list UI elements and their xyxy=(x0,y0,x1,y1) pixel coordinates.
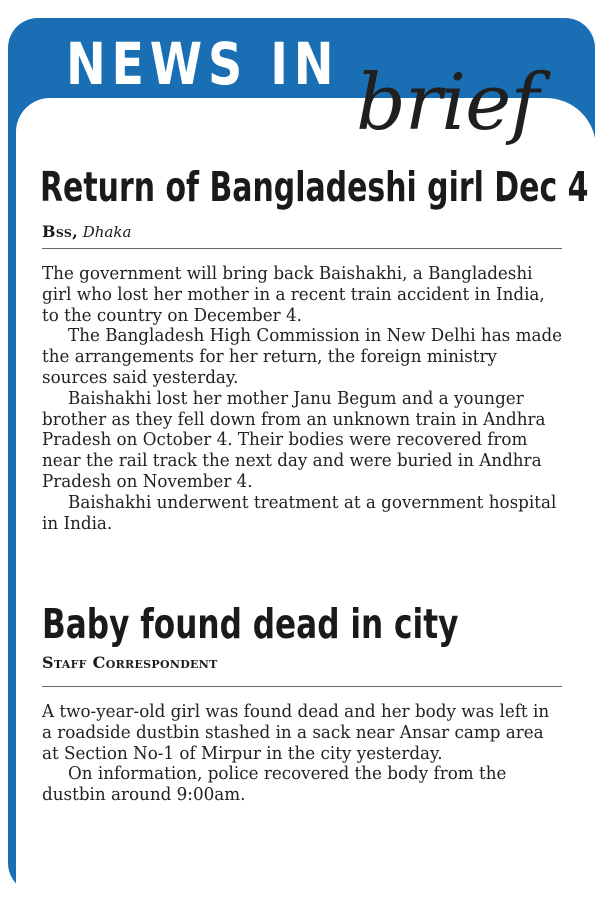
story-2-paragraph: A two-year-old girl was found dead and her body was left in a roadside dustbin stashed in a sack near Ansar camp area at Section No-1 of Mirpur in the city yesterday. xyxy=(42,701,550,764)
story-1-paragraph: Baishakhi underwent treatment at a government hospital in India. xyxy=(42,491,557,534)
story-1-body xyxy=(42,264,563,534)
masthead-title: NEWS IN xyxy=(66,30,340,98)
story-2-body xyxy=(42,702,563,806)
story-1-agency: Bss, xyxy=(42,222,78,241)
story-2-staff: Staff Correspondent xyxy=(42,653,218,672)
masthead-subtitle: brief xyxy=(356,58,539,148)
story-1-byline xyxy=(42,222,131,241)
story-1-divider xyxy=(42,248,562,249)
story-2-divider xyxy=(42,686,562,687)
story-2-paragraph: On information, police recovered the body from the dustbin around 9:00am. xyxy=(42,763,507,806)
story-1-paragraph: The Bangladesh High Commission in New Delhi has made the arrangements for her return, the foreign ministry sources said yesterday. xyxy=(42,325,563,388)
story-2-headline: Baby found dead in city xyxy=(42,600,459,648)
story-1-paragraph: The government will bring back Baishakhi, a Bangladeshi girl who lost her mother in a recent train accident in India, to the country on December 4. xyxy=(42,263,545,326)
story-1-place: Dhaka xyxy=(82,223,132,241)
story-1-headline: Return of Bangladeshi girl Dec 4 xyxy=(40,163,589,211)
story-1-paragraph: Baishakhi lost her mother Janu Begum and a younger brother as they fell down from an unknown train in Andhra Pradesh on October 4. Their bodies were recovered from near the rail track the next day and were buried in Andhra Pradesh on November 4. xyxy=(42,387,546,492)
story-2-byline xyxy=(42,653,218,672)
